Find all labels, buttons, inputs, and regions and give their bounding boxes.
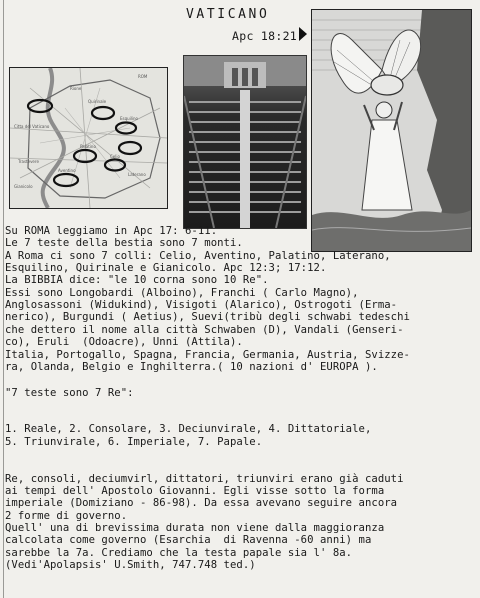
body-line-14: "7 teste sono 7 Re": [5, 387, 134, 399]
map-label-vaticano: Citta del Vaticano [14, 124, 50, 129]
body-line-3: A Roma ci sono 7 colli: Celio, Aventino, Palatino, Laterano, [5, 250, 391, 262]
photo-drawing [184, 56, 306, 228]
map-label-palatino: Palatino [80, 144, 96, 149]
body-line-1: Su ROMA leggiamo in Apc 17: 6-11. [5, 225, 218, 237]
rome-map-image [9, 67, 168, 209]
body-line-23: Quell' una di brevissima durata non viene dalla maggioranza [5, 522, 385, 534]
body-line-8: nerico), Burgundi ( Aetius), Suevi(tribù degli schwabi tedeschi [5, 311, 410, 323]
body-line-24: calcolata come governo (Esarchia di Ravenna -60 anni) ma [5, 534, 372, 546]
body-line-22: 2 forme di governo. [5, 510, 128, 522]
right-arrow-icon [299, 27, 307, 41]
scripture-reference: Apc 18:21 [232, 29, 298, 43]
map-label-quirinale: Quirinale [88, 99, 107, 104]
rome-map-drawing [10, 68, 167, 208]
body-line-12: ra, Olanda, Belgio e Inghilterra.( 10 nazioni d' EUROPA ). [5, 361, 378, 373]
st-peters-square-photo [183, 55, 307, 229]
map-label-trastevere: Trastevere [18, 159, 39, 164]
body-line-11: Italia, Portogallo, Spagna, Francia, Germania, Austria, Svizze- [5, 349, 410, 361]
body-line-16: 1. Reale, 2. Consolare, 3. Deciunvirale, 4. Dittatoriale, [5, 423, 372, 435]
body-line-4: Esquilino, Quirinale e Gianicolo. Apc 12:3; 17:12. [5, 262, 327, 274]
angel-drawing [312, 10, 471, 251]
body-line-19: Re, consoli, deciumvirl, dittatori, triunviri erano già caduti [5, 473, 404, 485]
body-line-9: che dettero il nome alla città Schwaben (D), Vandali (Genseri- [5, 324, 404, 336]
map-label-aventino: Aventino [58, 168, 76, 173]
body-line-2: Le 7 teste della bestia sono 7 monti. [5, 237, 243, 249]
map-label-esquilino: Esquilino [120, 116, 139, 121]
map-label-rione: Rione [70, 86, 82, 91]
body-line-26: (Vedi'Apolapsis' U.Smith, 747.748 ted.) [5, 559, 256, 571]
body-line-6: Essi sono Longobardi (Alboino), Franchi ( Carlo Magno), [5, 287, 359, 299]
page-edge-line [3, 0, 4, 598]
body-line-17: 5. Triunvirale, 6. Imperiale, 7. Papale. [5, 436, 263, 448]
body-line-20: ai tempi dell' Apostolo Giovanni. Egli visse sotto la forma [5, 485, 385, 497]
body-line-5: La BIBBIA dice: "le 10 corna sono 10 Re". [5, 274, 269, 286]
map-label-laterano: Laterano [128, 172, 146, 177]
body-line-21: imperiale (Domiziano - 86-98). Da essa avevano seguire ancora [5, 497, 398, 509]
body-line-25: sarebbe la 7a. Crediamo che la testa papale sia l' 8a. [5, 547, 353, 559]
map-label-gianicolo: Gianicolo [14, 184, 33, 189]
angel-engraving-image [311, 9, 472, 252]
page-title: VATICANO [186, 7, 270, 22]
body-line-7: Anglosassoni (Widukind), Visigoti (Alarico), Ostrogoti (Erma- [5, 299, 398, 311]
map-label-rom: ROM [138, 74, 148, 79]
map-label-celio: Celio [110, 154, 120, 159]
body-line-10: co), Eruli (Odoacre), Unni (Attila). [5, 336, 243, 348]
